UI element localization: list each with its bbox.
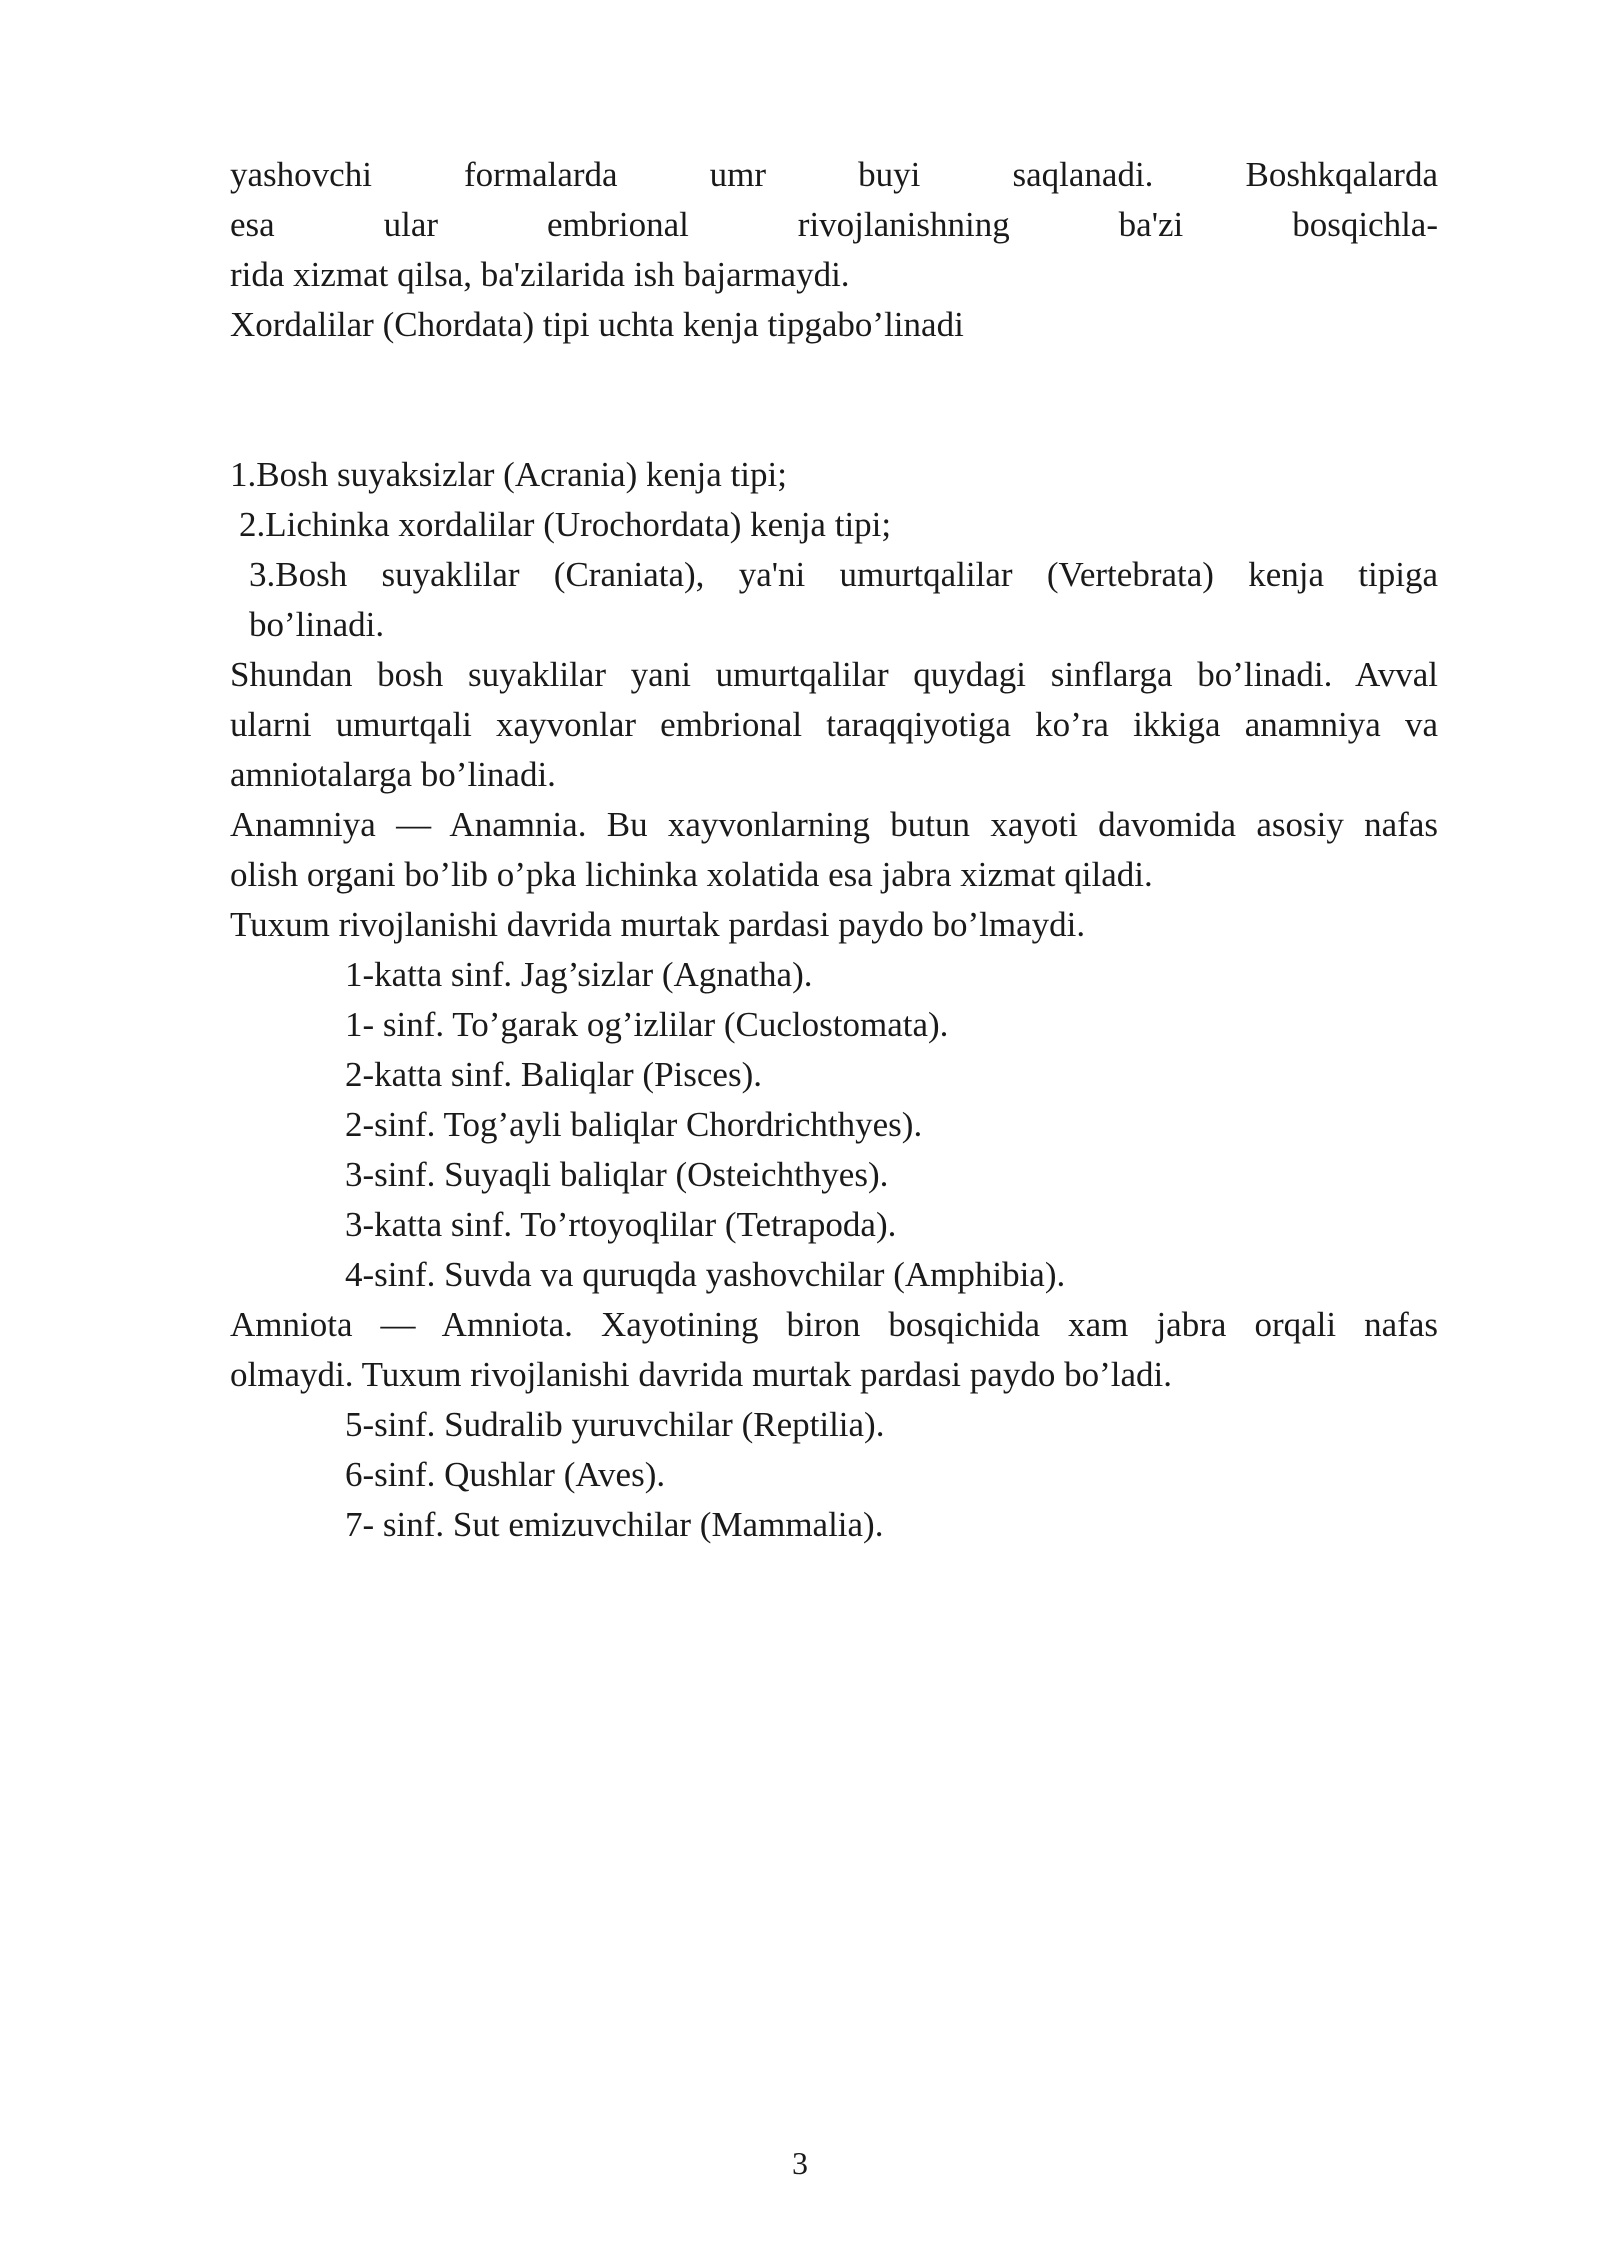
text-line: Tuxum rivojlanishi davrida murtak pardasi paydo bo’lmaydi. [230, 905, 1086, 944]
text-line: yashovchi formalarda umr buyi saqlanadi. Boshkqalarda [230, 155, 1438, 194]
text-line: olish organi bo’lib o’pka lichinka xolatida esa jabra xizmat qiladi. [230, 855, 1153, 894]
text-line: amniotalarga bo’linadi. [230, 755, 556, 794]
class-item: 6-sinf. Qushlar (Aves). [345, 1455, 666, 1494]
subtype-item: bo’linadi. [249, 605, 385, 644]
subtype-item: 3.Bosh suyaklilar (Craniata), ya'ni umurtqalilar (Vertebrata) kenja tipiga [249, 555, 1438, 594]
class-item: 2-katta sinf. Baliqlar (Pisces). [345, 1055, 762, 1094]
class-item: 3-katta sinf. To’rtoyoqlilar (Tetrapoda). [345, 1205, 897, 1244]
class-item: 2-sinf. Tog’ayli baliqlar Chordrichthyes). [345, 1105, 923, 1144]
text-line: ularni umurtqali xayvonlar embrional taraqqiyotiga ko’ra ikkiga anamniya va [230, 705, 1438, 744]
class-item: 1- sinf. To’garak og’izlilar (Cuclostomata). [345, 1005, 949, 1044]
text-line: esa ular embrional rivojlanishning ba'zi bosqichla- [230, 205, 1438, 244]
class-item: 1-katta sinf. Jag’sizlar (Agnatha). [345, 955, 813, 994]
text-line: Anamniya — Anamnia. Bu xayvonlarning butun xayoti davomida asosiy nafas [230, 805, 1438, 844]
text-line: Amniota — Amniota. Xayotining biron bosqichida xam jabra orqali nafas [230, 1305, 1438, 1344]
text-line: rida xizmat qilsa, ba'zilarida ish bajarmaydi. [230, 255, 850, 294]
text-line: Xordalilar (Chordata) tipi uchta kenja tipgabo’linadi [230, 305, 964, 344]
class-item: 5-sinf. Sudralib yuruvchilar (Reptilia). [345, 1405, 885, 1444]
text-line: Shundan bosh suyaklilar yani umurtqalilar quydagi sinflarga bo’linadi. Avval [230, 655, 1438, 694]
class-item: 4-sinf. Suvda va quruqda yashovchilar (Amphibia). [345, 1255, 1066, 1294]
subtype-item: 1.Bosh suyaksizlar (Acrania) kenja tipi; [230, 455, 787, 494]
text-line: olmaydi. Tuxum rivojlanishi davrida murtak pardasi paydo bo’ladi. [230, 1355, 1172, 1394]
page-number: 3 [792, 2145, 808, 2181]
class-item: 7- sinf. Sut emizuvchilar (Mammalia). [345, 1505, 884, 1544]
subtype-item: 2.Lichinka xordalilar (Urochordata) kenja tipi; [239, 505, 892, 544]
class-item: 3-sinf. Suyaqli baliqlar (Osteichthyes). [345, 1155, 889, 1194]
